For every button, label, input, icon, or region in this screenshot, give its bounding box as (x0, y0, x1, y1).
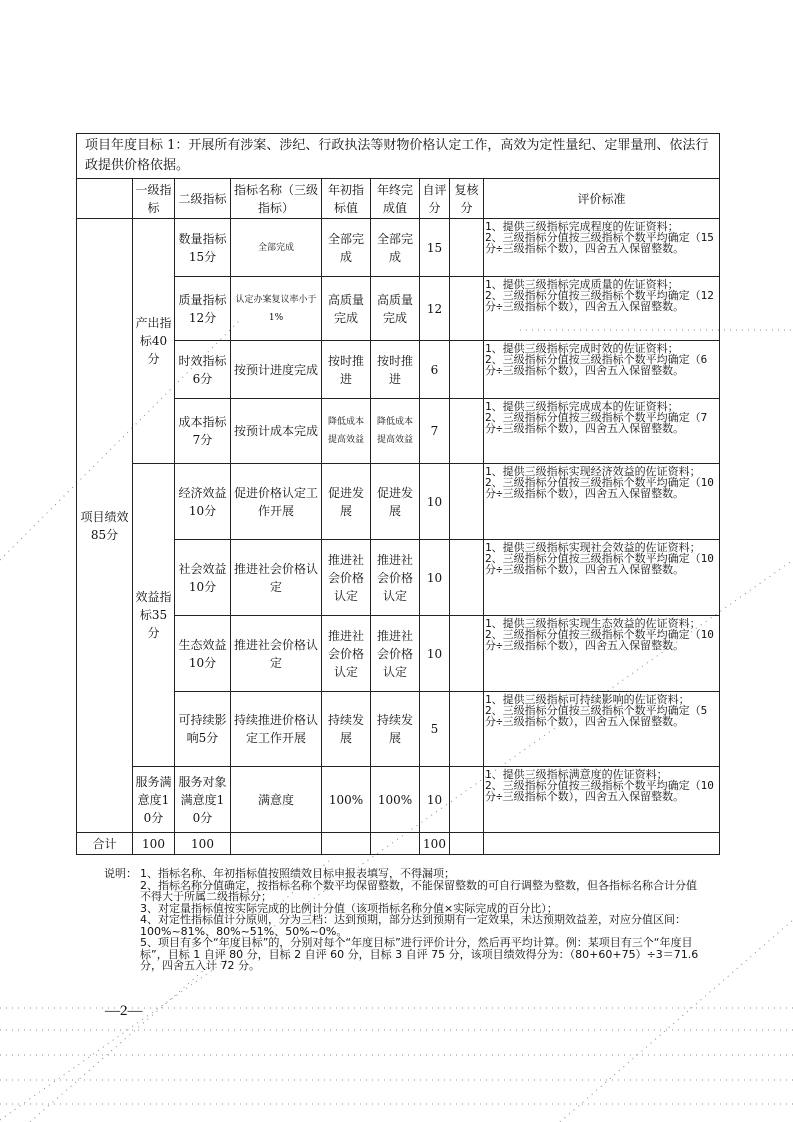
criteria-cell: 1、提供三级指标实现生态效益的佐证资料； 2、三级指标分值按三级指标个数平均确定（10分÷三级指标个数），四舍五入保留整数。 (484, 616, 720, 692)
header-level1: 一级指标 (133, 179, 175, 219)
notes-label: 说明： (104, 867, 137, 880)
review-score-cell (450, 277, 484, 341)
final-value-cell: 高质量完成 (371, 277, 420, 341)
project-performance-cell: 项目绩效85分 (77, 219, 133, 833)
self-score-cell: 7 (420, 399, 450, 464)
initial-value-cell: 100% (322, 767, 371, 833)
final-value-cell: 持续发展 (371, 692, 420, 767)
note-item: 3、对定量指标值按实际完成的比例计分值（该项指标名称分值×实际完成的百分比）； (140, 901, 558, 915)
level2-cell: 质量指标12分 (175, 277, 231, 341)
indicator-name-cell: 持续推进价格认定工作开展 (231, 692, 322, 767)
indicator-name-cell: 全部完成 (231, 219, 322, 277)
initial-value-cell: 全部完成 (322, 219, 371, 277)
level2-cell: 时效指标6分 (175, 341, 231, 399)
indicator-name-cell: 促进价格认定工作开展 (231, 464, 322, 540)
header-initial-value: 年初指标值 (322, 179, 371, 219)
level2-cell: 数量指标15分 (175, 219, 231, 277)
indicator-name-cell: 按预计进度完成 (231, 341, 322, 399)
final-value-cell: 推进社会价格认定 (371, 616, 420, 692)
note-item: 2、指标名称分值确定，按指标名称个数平均保留整数，不能保留整数的可自行调整为整数，但各指标名称合计分值不得大于所属二级指标分； (140, 878, 697, 903)
self-score-cell: 5 (420, 692, 450, 767)
note-item: 4、对定性指标值计分原则，分为三档：达到预期，部分达到预期有一定效果，未达预期效益差，对应分值区间：100%~81%、80%~51%、50%~0%。 (140, 913, 686, 938)
annual-goal: 项目年度目标 1：开展所有涉案、涉纪、行政执法等财物价格认定工作，高效为定性量纪、定罪量刑、依法行政提供价格依据。 (77, 134, 720, 179)
final-value-cell: 100% (371, 767, 420, 833)
initial-value-cell: 降低成本提高效益 (322, 399, 371, 464)
initial-value-cell: 高质量完成 (322, 277, 371, 341)
indicator-name-cell: 满意度 (231, 767, 322, 833)
table-row (77, 767, 720, 833)
header-row (77, 179, 720, 219)
final-value-cell: 降低成本提高效益 (371, 399, 420, 464)
criteria-cell: 1、提供三级指标完成质量的佐证资料； 2、三级指标分值按三级指标个数平均确定（12分÷三级指标个数），四舍五入保留整数。 (484, 277, 720, 341)
self-score-cell: 10 (420, 540, 450, 616)
review-score-cell (450, 464, 484, 540)
initial-value-cell: 推进社会价格认定 (322, 540, 371, 616)
table-row (77, 219, 720, 277)
total-level1: 100 (133, 833, 175, 855)
level2-cell: 服务对象满意度10分 (175, 767, 231, 833)
indicator-name-cell: 认定办案复议率小于1% (231, 277, 322, 341)
final-value-cell: 全部完成 (371, 219, 420, 277)
level2-cell: 经济效益10分 (175, 464, 231, 540)
criteria-cell: 1、提供三级指标实现社会效益的佐证资料； 2、三级指标分值按三级指标个数平均确定（10分÷三级指标个数），四舍五入保留整数。 (484, 540, 720, 616)
initial-value-cell: 推进社会价格认定 (322, 616, 371, 692)
header-criteria: 评价标准 (484, 179, 720, 219)
level2-cell: 社会效益10分 (175, 540, 231, 616)
header-self-score: 自评分 (420, 179, 450, 219)
initial-value-cell: 按时推进 (322, 341, 371, 399)
final-value-cell: 推进社会价格认定 (371, 540, 420, 616)
review-score-cell (450, 616, 484, 692)
indicator-name-cell: 推进社会价格认定 (231, 540, 322, 616)
total-label: 合计 (77, 833, 133, 855)
self-score-cell: 10 (420, 767, 450, 833)
review-score-cell (450, 692, 484, 767)
benefit-indicator-group: 效益指标35分 (133, 464, 175, 767)
self-score-cell: 10 (420, 616, 450, 692)
final-value-cell: 促进发展 (371, 464, 420, 540)
page-number: —2— (105, 1003, 143, 1019)
indicator-name-cell: 按预计成本完成 (231, 399, 322, 464)
review-score-cell (450, 399, 484, 464)
review-score-cell (450, 540, 484, 616)
final-value-cell: 按时推进 (371, 341, 420, 399)
note-item: 1、指标名称、年初指标值按照绩效目标申报表填写，不得漏项； (140, 867, 455, 880)
total-row (77, 833, 720, 855)
header-final-value: 年终完成值 (371, 179, 420, 219)
self-score-cell: 6 (420, 341, 450, 399)
criteria-cell: 1、提供三级指标实现经济效益的佐证资料； 2、三级指标分值按三级指标个数平均确定（10分÷三级指标个数），四舍五入保留整数。 (484, 464, 720, 540)
criteria-cell: 1、提供三级指标完成成本的佐证资料； 2、三级指标分值按三级指标个数平均确定（7分÷三级指标个数），四舍五入保留整数。 (484, 399, 720, 464)
notes-section (104, 868, 704, 972)
table-row (77, 464, 720, 540)
review-score-cell (450, 341, 484, 399)
criteria-cell: 1、提供三级指标可持续影响的佐证资料； 2、三级指标分值按三级指标个数平均确定（5分÷三级指标个数），四舍五入保留整数。 (484, 692, 720, 767)
initial-value-cell: 持续发展 (322, 692, 371, 767)
level2-cell: 生态效益10分 (175, 616, 231, 692)
performance-evaluation-table (76, 133, 720, 855)
review-score-cell (450, 219, 484, 277)
output-indicator-group: 产出指标40分 (133, 219, 175, 464)
criteria-cell: 1、提供三级指标完成程度的佐证资料； 2、三级指标分值按三级指标个数平均确定（15分÷三级指标个数），四舍五入保留整数。 (484, 219, 720, 277)
level1-cell: 服务满意度10分 (133, 767, 175, 833)
criteria-cell: 1、提供三级指标完成时效的佐证资料； 2、三级指标分值按三级指标个数平均确定（6分÷三级指标个数），四舍五入保留整数。 (484, 341, 720, 399)
self-score-cell: 10 (420, 464, 450, 540)
level2-cell: 可持续影响5分 (175, 692, 231, 767)
review-score-cell (450, 767, 484, 833)
initial-value-cell: 促进发展 (322, 464, 371, 540)
note-item: 5、项目有多个“年度目标”的，分别对每个“年度目标”进行评价计分，然后再平均计算。例：某项目有三个“年度目标”，目标 1 自评 80 分，目标 2 自评 60 分，目标 3 自评 75 分，该项目绩效得分为：（80+60+75）÷3＝71.6 分，四舍五入计 72 分。 (140, 936, 699, 972)
header-level2: 二级指标 (175, 179, 231, 219)
level2-cell: 成本指标7分 (175, 399, 231, 464)
header-review-score: 复核分 (450, 179, 484, 219)
header-blank (77, 179, 133, 219)
total-score: 100 (420, 833, 450, 855)
total-level2: 100 (175, 833, 231, 855)
indicator-name-cell: 推进社会价格认定 (231, 616, 322, 692)
self-score-cell: 15 (420, 219, 450, 277)
header-indicator-name: 指标名称（三级指标） (231, 179, 322, 219)
criteria-cell: 1、提供三级指标满意度的佐证资料； 2、三级指标分值按三级指标个数平均确定（10分÷三级指标个数），四舍五入保留整数。 (484, 767, 720, 833)
self-score-cell: 12 (420, 277, 450, 341)
